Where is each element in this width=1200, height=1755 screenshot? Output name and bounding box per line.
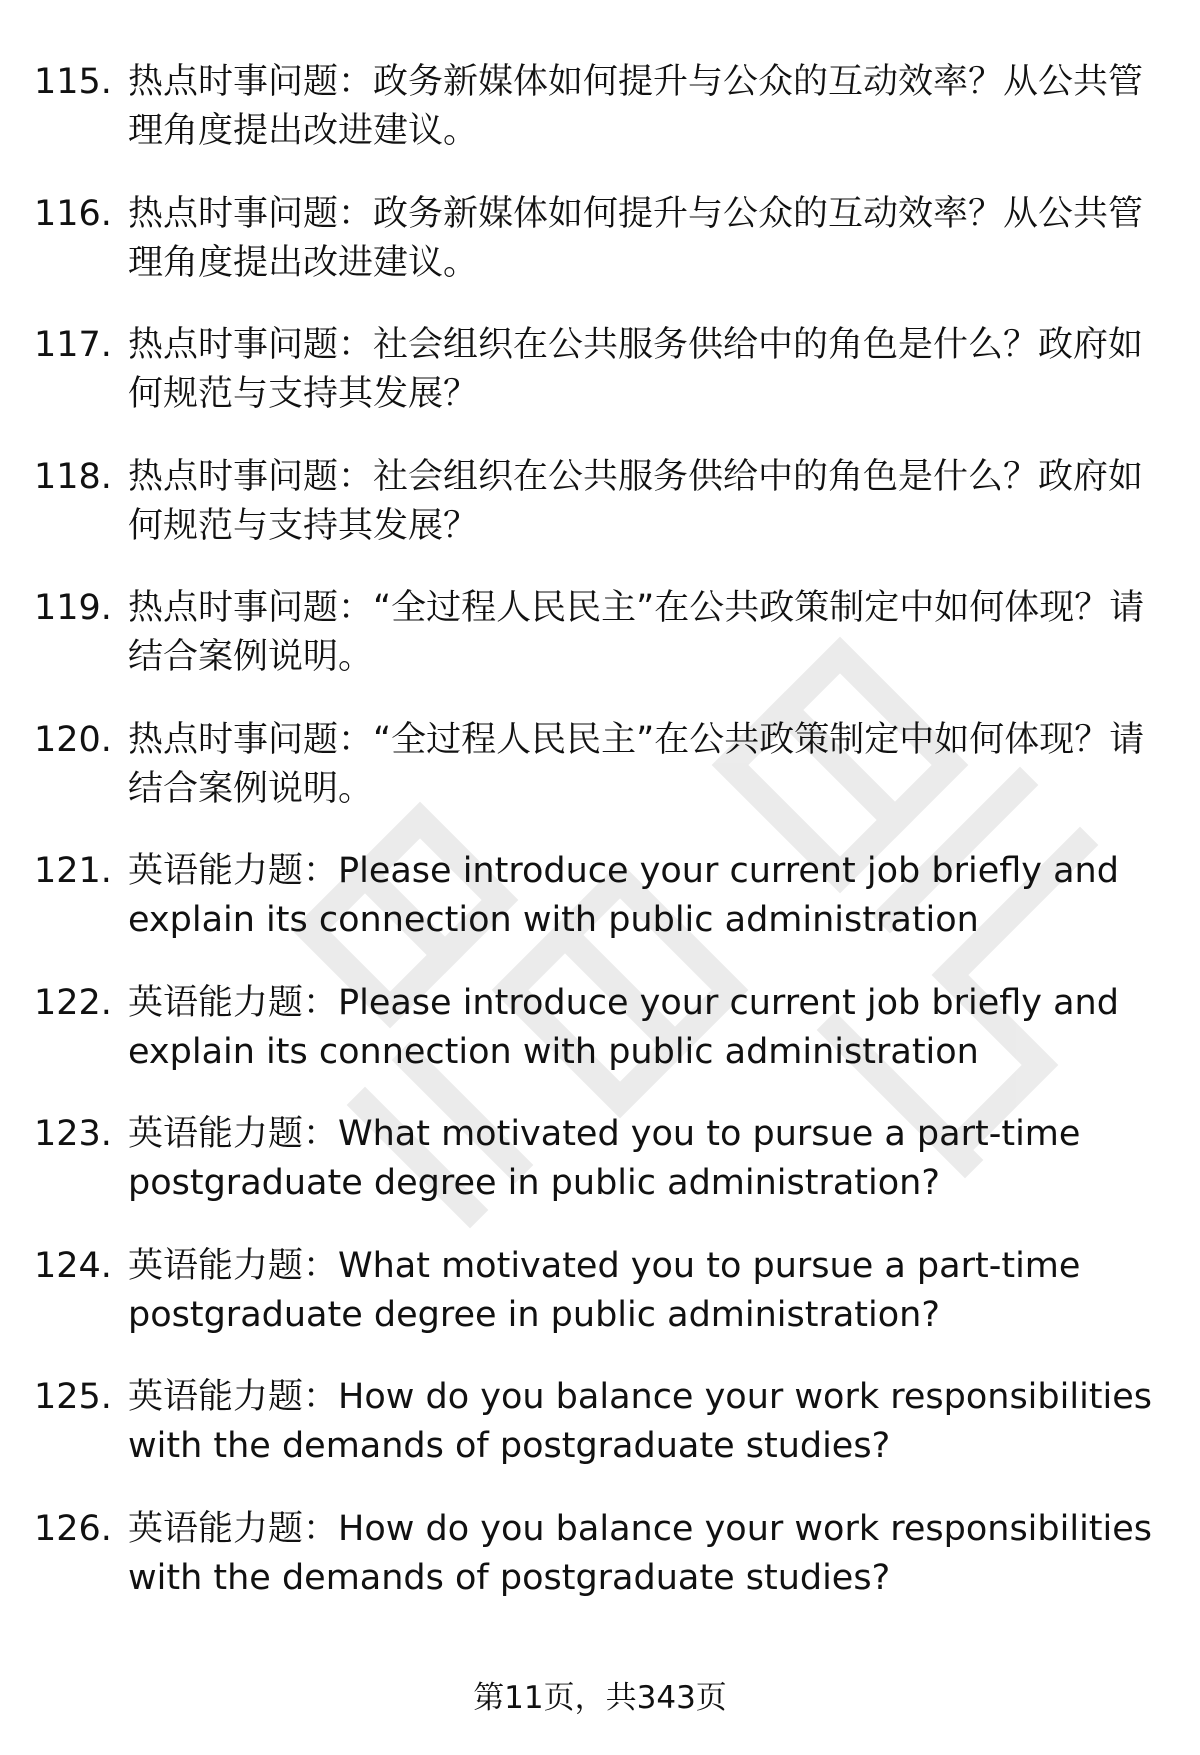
question-item xyxy=(34,979,1164,1111)
question-item xyxy=(34,716,1164,848)
question-item xyxy=(34,1505,1164,1637)
question-text: 热点时事问题：社会组织在公共服务供给中的角色是什么？政府如何规范与支持其发展？ xyxy=(128,456,1144,546)
question-number: 119. xyxy=(34,588,112,628)
question-item xyxy=(34,584,1164,716)
question-number: 123. xyxy=(34,1114,112,1154)
question-text: 英语能力题：Please introduce your current job briefly and explain its connection with public administration xyxy=(128,851,1119,940)
question-text: 英语能力题：How do you balance your work responsibilities with the demands of postgraduate studies? xyxy=(128,1508,1153,1598)
question-item xyxy=(34,190,1164,322)
question-text: 热点时事问题：社会组织在公共服务供给中的角色是什么？政府如何规范与支持其发展？ xyxy=(128,325,1144,414)
question-item xyxy=(34,1110,1164,1242)
question-number: 117. xyxy=(34,325,112,365)
question-item xyxy=(34,453,1164,585)
question-number: 125. xyxy=(34,1377,112,1417)
page-footer: 第11页，共343页 xyxy=(473,1680,727,1716)
question-number: 122. xyxy=(34,982,112,1023)
question-text: 英语能力题：Please introduce your current job briefly and explain its connection with public administration xyxy=(128,982,1119,1072)
question-number: 121. xyxy=(34,851,112,891)
question-item xyxy=(34,1242,1164,1374)
question-text: 英语能力题：How do you balance your work responsibilities with the demands of postgraduate studies? xyxy=(128,1377,1153,1466)
question-list xyxy=(34,58,1164,1636)
question-item xyxy=(34,321,1164,453)
question-text: 英语能力题：What motivated you to pursue a part-time postgraduate degree in public administration? xyxy=(128,1114,1081,1203)
question-item xyxy=(34,1373,1164,1505)
question-number: 120. xyxy=(34,719,112,760)
question-number: 116. xyxy=(34,193,112,234)
question-number: 124. xyxy=(34,1245,112,1286)
question-item xyxy=(34,58,1164,190)
question-item xyxy=(34,847,1164,979)
question-text: 热点时事问题：“全过程人民民主”在公共政策制定中如何体现？请结合案例说明。 xyxy=(128,719,1145,809)
question-text: 热点时事问题：政务新媒体如何提升与公众的互动效率？从公共管理角度提出改进建议。 xyxy=(128,62,1144,151)
question-text: 热点时事问题：“全过程人民民主”在公共政策制定中如何体现？请结合案例说明。 xyxy=(128,588,1145,677)
question-number: 126. xyxy=(34,1508,112,1549)
question-number: 115. xyxy=(34,62,112,102)
question-text: 英语能力题：What motivated you to pursue a part-time postgraduate degree in public administration? xyxy=(128,1245,1081,1335)
question-text: 热点时事问题：政务新媒体如何提升与公众的互动效率？从公共管理角度提出改进建议。 xyxy=(128,193,1144,283)
question-number: 118. xyxy=(34,456,112,497)
